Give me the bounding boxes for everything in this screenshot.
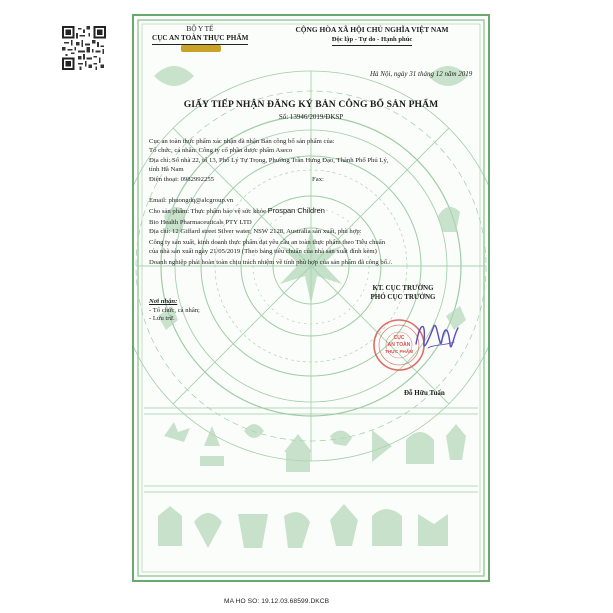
document-number: Số: 13946/2019/ĐKSP xyxy=(278,113,344,121)
intro-line: Cục an toàn thực phẩm xác nhận đã nhận Bản công bố sản phẩm của: xyxy=(149,138,335,145)
signature-title-line-1: KT. CỤC TRƯỞNG xyxy=(372,284,434,292)
signer-name: Đỗ Hữu Tuấn xyxy=(404,389,445,397)
national-motto: Độc lập - Tự do - Hạnh phúc xyxy=(332,35,413,46)
signature-title xyxy=(338,284,468,302)
country-name: CỘNG HÒA XÃ HỘI CHỦ NGHĨA VIỆT NAM xyxy=(295,25,449,34)
agency-logo xyxy=(181,45,221,52)
product-prefix: Cho sản phẩm: Thực phẩm bảo vệ sức khỏe xyxy=(149,208,267,215)
manufacturer-address-line: Địa chỉ: 12 Giffard street Silver water, NSW 2128, Australia sản xuất, phù hợp: xyxy=(149,228,362,235)
dossier-code: MA HO SO: 19.12.03.68599.DKCB xyxy=(224,598,330,605)
manufacturer-line: Bio Health Pharmaceuticals PTY LTD xyxy=(149,219,252,226)
standard-line-2: của nhà sản xuất ngày 21/05/2019 (Theo bảng tiêu chuẩn của nhà sản xuất đính kèm) xyxy=(149,248,377,255)
issuer-header xyxy=(152,25,248,45)
fax-line: Fax: xyxy=(312,176,324,183)
phone-line: Điện thoại: 0982992255 xyxy=(149,176,215,183)
stamp-text-1: CỤC xyxy=(393,335,405,341)
stamp-text-2: AN TOÀN xyxy=(387,342,411,348)
responsibility-line: Doanh nghiệp phải hoàn toàn chịu trách nhiệm về tính phù hợp của sản phẩm đã công bố./. xyxy=(149,259,393,266)
document-title: GIẤY TIẾP NHẬN ĐĂNG KÝ BẢN CÔNG BỐ SẢN PHẨM xyxy=(183,99,439,110)
recipient-item: - Tổ chức, cá nhân; xyxy=(149,306,200,314)
recipients-block xyxy=(149,298,200,324)
email-line: Email: phuongdq@alcgroup.vn xyxy=(149,197,234,204)
national-header xyxy=(266,25,478,46)
recipients-heading: Nơi nhận: xyxy=(149,298,178,305)
product-line xyxy=(149,207,325,216)
agency-name: CỤC AN TOÀN THỰC PHẨM xyxy=(152,34,248,45)
signature-title-line-2: PHÓ CỤC TRƯỞNG xyxy=(370,293,436,301)
handwritten-signature xyxy=(410,314,462,364)
ministry-name: BỘ Y TẾ xyxy=(186,25,214,33)
address-line-1: Địa chỉ: Số nhà 22, tổ 13, Phố Lý Tự Trọng, Phường Trần Hưng Đạo, Thành Phố Phủ Lý, xyxy=(149,157,389,164)
qr-code xyxy=(62,26,106,70)
organization-line: Tổ chức, cá nhân: Công ty cổ phần dược phẩm Aseco xyxy=(149,147,293,154)
product-name: Prospan Children xyxy=(267,206,325,215)
standard-line-1: Công ty sản xuất, kinh doanh thực phẩm đạt yêu cầu an toàn thực phẩm theo Tiêu chuẩn xyxy=(149,239,386,246)
place-date: Hà Nội, ngày 31 tháng 12 năm 2019 xyxy=(370,70,473,78)
stamp-text-3: THỰC PHẨM xyxy=(384,349,414,354)
certificate-document xyxy=(132,14,490,582)
address-line-2: tỉnh Hà Nam xyxy=(149,166,184,173)
recipient-item: - Lưu trữ. xyxy=(149,315,175,323)
